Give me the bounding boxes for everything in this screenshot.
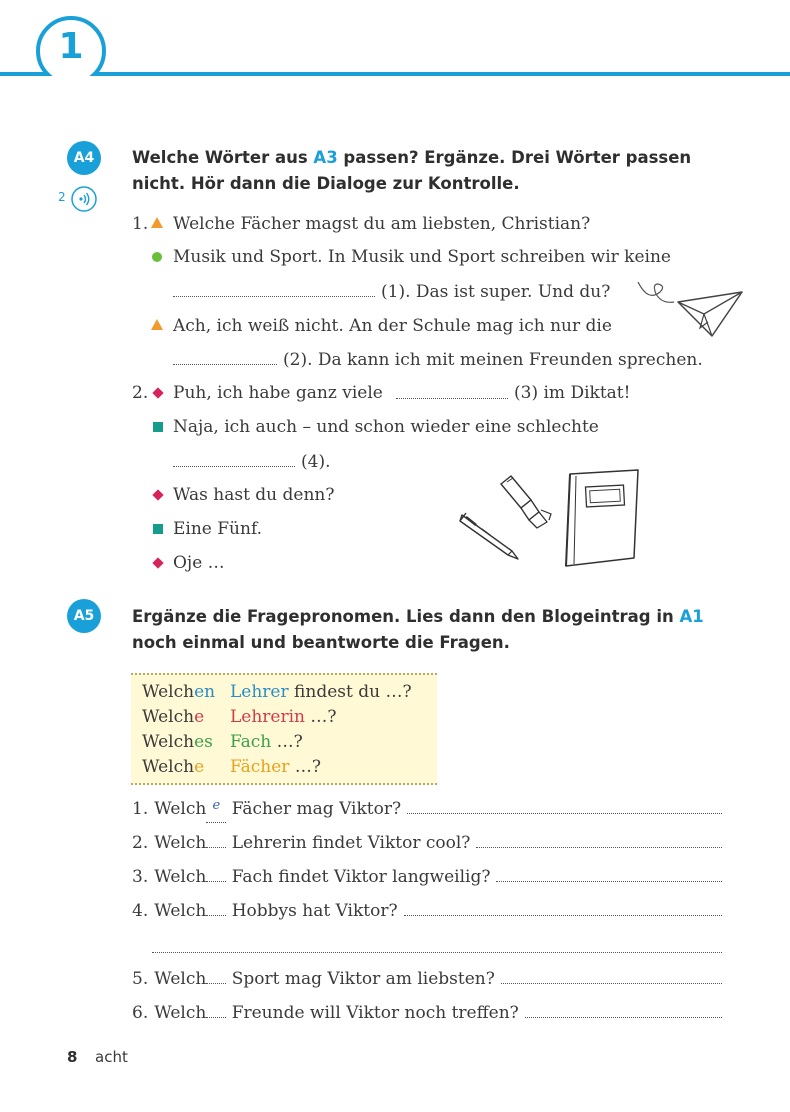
question-text: Lehrerin findet Viktor cool? (226, 833, 471, 853)
ending-blank[interactable] (206, 867, 226, 882)
dialogue-1-number: 1. (132, 214, 149, 234)
ending-blank[interactable] (206, 833, 226, 848)
grammar-rest: …? (271, 732, 303, 752)
question-4 (132, 900, 722, 922)
a3-reference: A3 (313, 148, 338, 167)
question-text: Fach findet Viktor langweilig? (226, 867, 491, 887)
grammar-stem: Welch (142, 707, 195, 727)
answer-line[interactable] (404, 903, 722, 916)
grammar-ending: es (194, 732, 213, 752)
grammar-row (142, 755, 412, 780)
question-stem: Welch (154, 969, 207, 989)
grammar-row (142, 730, 412, 755)
question-stem: Welch (154, 1003, 207, 1023)
grammar-rest: findest du …? (288, 682, 412, 702)
question-text: Hobbys hat Viktor? (226, 901, 398, 921)
grammar-noun: Fach (230, 732, 272, 752)
answer-line[interactable] (476, 835, 722, 848)
highlighter-illustration (497, 470, 557, 536)
question-5 (132, 968, 722, 990)
square-speaker-marker (153, 422, 163, 432)
grammar-box (131, 673, 437, 785)
blank-2[interactable] (173, 350, 277, 365)
diamond-speaker-marker (152, 489, 163, 500)
dialogue-2-number: 2. (132, 383, 149, 403)
blank-3[interactable] (396, 384, 508, 399)
triangle-speaker-marker (151, 319, 163, 330)
answer-line[interactable] (407, 801, 722, 814)
grammar-rest: …? (289, 757, 321, 777)
dialogue-2-line-2: Naja, ich auch – und schon wieder eine schlechte (173, 417, 599, 437)
question-number: 1. (132, 799, 149, 819)
question-number: 5. (132, 969, 149, 989)
handwritten-ending: e (212, 798, 221, 813)
chapter-rule (0, 72, 790, 76)
grammar-noun: Fächer (230, 757, 290, 777)
a5-heading: Ergänze die Fragepronomen. Lies dann den Blogeintrag in A1 noch einmal und beantworte die Fragen. (132, 607, 704, 652)
chapter-number: 1 (58, 26, 84, 67)
dialogue-1-line-3: (1). Das ist super. Und du? (381, 282, 611, 302)
page-number: 8 (67, 1048, 78, 1066)
square-speaker-marker (153, 524, 163, 534)
dialogue-2-line-1a: Puh, ich habe ganz viele (173, 383, 383, 403)
notebook-illustration (560, 466, 644, 574)
paper-plane-illustration (634, 278, 749, 352)
question-number: 3. (132, 867, 149, 887)
question-text: Sport mag Viktor am liebsten? (226, 969, 495, 989)
grammar-stem: Welch (142, 732, 195, 752)
chapter-circle-mask (30, 76, 112, 96)
question-6 (132, 1002, 722, 1024)
answer-line[interactable] (496, 869, 722, 882)
diamond-speaker-marker (152, 387, 163, 398)
dialogue-1-line-1: Welche Fächer magst du am liebsten, Christian? (173, 214, 591, 234)
answer-line[interactable] (501, 971, 722, 984)
grammar-noun: Lehrer (230, 682, 289, 702)
dialogue-1-line-4: Ach, ich weiß nicht. An der Schule mag ich nur die (173, 316, 612, 336)
grammar-stem: Welch (142, 757, 195, 777)
question-stem: Welch (154, 833, 207, 853)
ending-blank[interactable] (206, 1003, 226, 1018)
exercise-badge-a4: A4 (67, 141, 101, 175)
dialogue-2-line-4: Was hast du denn? (173, 485, 335, 505)
page-word: acht (95, 1048, 128, 1066)
answer-line-4b[interactable] (152, 951, 722, 953)
a1-reference: A1 (679, 607, 704, 626)
dialogue-2-line-1b: (3) im Diktat! (514, 383, 631, 403)
grammar-rest: …? (305, 707, 337, 727)
triangle-speaker-marker (151, 217, 163, 228)
ending-blank[interactable] (206, 798, 226, 823)
question-1 (132, 798, 722, 823)
grammar-ending: e (194, 707, 205, 727)
grammar-ending: en (194, 682, 216, 702)
audio-track-icon[interactable] (70, 185, 98, 217)
dialogue-1-line-5: (2). Da kann ich mit meinen Freunden sprechen. (283, 350, 703, 370)
question-number: 4. (132, 901, 149, 921)
circle-speaker-marker (152, 252, 162, 262)
grammar-ending: e (194, 757, 205, 777)
question-2 (132, 832, 722, 854)
question-number: 6. (132, 1003, 149, 1023)
track-number: 2 (58, 190, 66, 204)
question-stem: Welch (154, 901, 207, 921)
a4-heading: Welche Wörter aus A3 passen? Ergänze. Drei Wörter passen nicht. Hör dann die Dialoge zur Kontrolle. (132, 148, 692, 193)
dialogue-2-line-6: Oje … (173, 553, 225, 573)
blank-4[interactable] (173, 452, 295, 467)
question-number: 2. (132, 833, 149, 853)
answer-line[interactable] (525, 1005, 722, 1018)
grammar-stem: Welch (142, 682, 195, 702)
dialogue-2-line-5: Eine Fünf. (173, 519, 263, 539)
exercise-badge-a5: A5 (67, 599, 101, 633)
dialogue-1-line-2: Musik und Sport. In Musik und Sport schreiben wir keine (173, 247, 671, 267)
question-text: Freunde will Viktor noch treffen? (226, 1003, 519, 1023)
question-3 (132, 866, 722, 888)
grammar-noun: Lehrerin (230, 707, 305, 727)
ending-blank[interactable] (206, 901, 226, 916)
diamond-speaker-marker (152, 557, 163, 568)
grammar-row (142, 705, 412, 730)
blank-1[interactable] (173, 282, 375, 297)
question-text: Fächer mag Viktor? (226, 799, 402, 819)
question-stem: Welch (154, 799, 207, 819)
ending-blank[interactable] (206, 969, 226, 984)
dialogue-2-line-3: (4). (301, 452, 331, 472)
grammar-row (142, 680, 412, 705)
question-stem: Welch (154, 867, 207, 887)
